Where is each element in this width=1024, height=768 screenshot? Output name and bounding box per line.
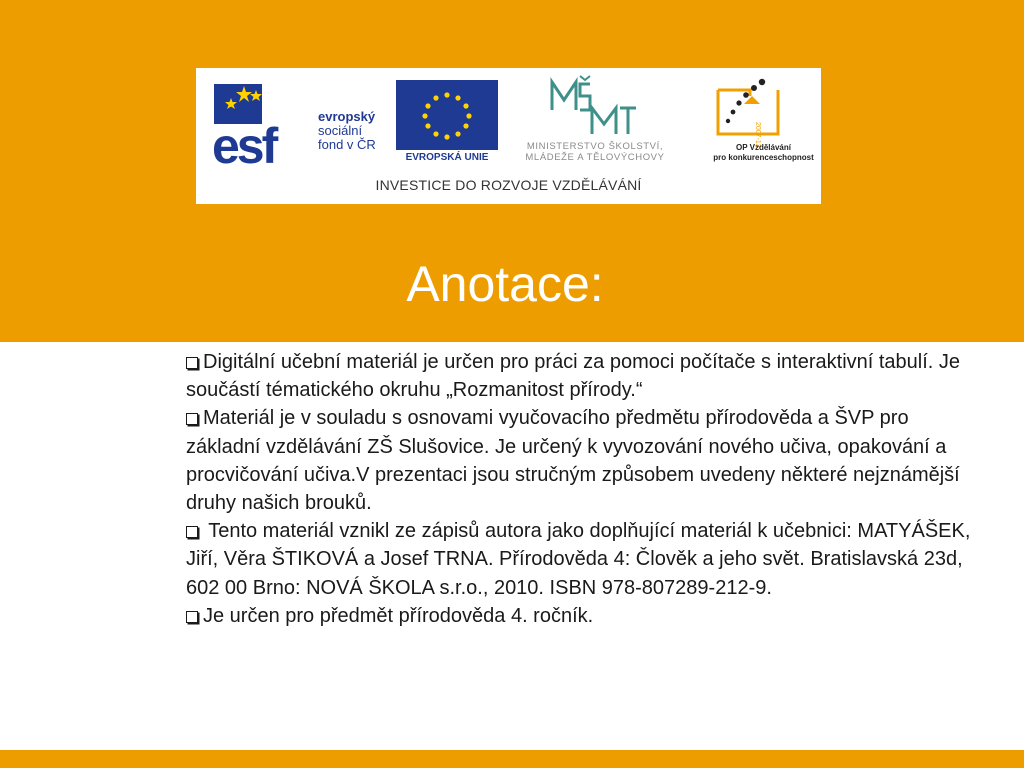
paragraph-text: Tento materiál vznikl ze zápisů autora jako doplňující materiál k učebnici: MATYÁŠEK, Jiří, Věra ŠTIKOVÁ a Josef TRNA. Přírodověda 4: Člověk a jeho svět. Bratislavská 23d, 602 00 Brno: NOVÁ ŠKOLA s.r.o., 2010. ISBN 978-807289-212-9. (186, 520, 971, 599)
slide-title: Anotace: (406, 256, 604, 312)
op-caption (711, 143, 816, 163)
paragraph-text: Digitální učební materiál je určen pro práci za pomoci počítače s interaktivní tabulí. Je součástí tématického okruhu „Rozmanitost přírody.“ (186, 351, 961, 402)
op-logo (718, 79, 778, 148)
paragraph-text: Materiál je v souladu s osnovami vyučovacího předmětu přírodověda a ŠVP pro základní vzdělávání ZŠ Slušovice. Je určený k vyvozování nového učiva, opakování a procvičování učiva.V prezentaci jsou stručným způsobem uvedeny některé nejznámější druhy našich brouků. (186, 407, 960, 515)
annotation-content (186, 348, 986, 630)
annotation-paragraph (186, 348, 986, 404)
checkbox-bullet-icon (186, 611, 198, 623)
annotation-paragraph (186, 517, 986, 602)
checkbox-bullet-icon (186, 413, 198, 425)
esf-caption-line: sociální (318, 123, 363, 138)
logo-strip (196, 68, 821, 204)
eu-caption: EVROPSKÁ UNIE (405, 152, 489, 163)
op-dots (726, 79, 765, 123)
esf-caption-line: fond v ČR (318, 137, 376, 152)
checkbox-bullet-icon (186, 526, 198, 538)
paragraph-text: Je určen pro předmět přírodověda 4. ročník. (203, 604, 594, 627)
investice-caption: INVESTICE DO ROZVOJE VZDĚLÁVÁNÍ (375, 177, 642, 193)
eu-flag (396, 80, 498, 150)
annotation-paragraph (186, 404, 986, 517)
op-caption-line: OP Vzdělávání (736, 143, 791, 152)
annotation-paragraph (186, 602, 986, 630)
msmt-caption (505, 141, 685, 163)
esf-caption-line: evropský (318, 109, 376, 124)
msmt-caption-line: MINISTERSTVO ŠKOLSTVÍ, (526, 141, 664, 152)
msmt-logo (552, 76, 636, 134)
esf-mark: esf (212, 118, 276, 174)
footer-band (0, 750, 1024, 768)
op-caption-line: pro konkurenceschopnost (713, 153, 814, 162)
esf-caption (318, 110, 376, 152)
esf-logo (212, 84, 279, 174)
checkbox-bullet-icon (186, 357, 198, 369)
svg-text:2007-13: 2007-13 (754, 122, 761, 148)
msmt-caption-line: MLÁDEŽE A TĚLOVÝCHOVY (525, 152, 665, 163)
